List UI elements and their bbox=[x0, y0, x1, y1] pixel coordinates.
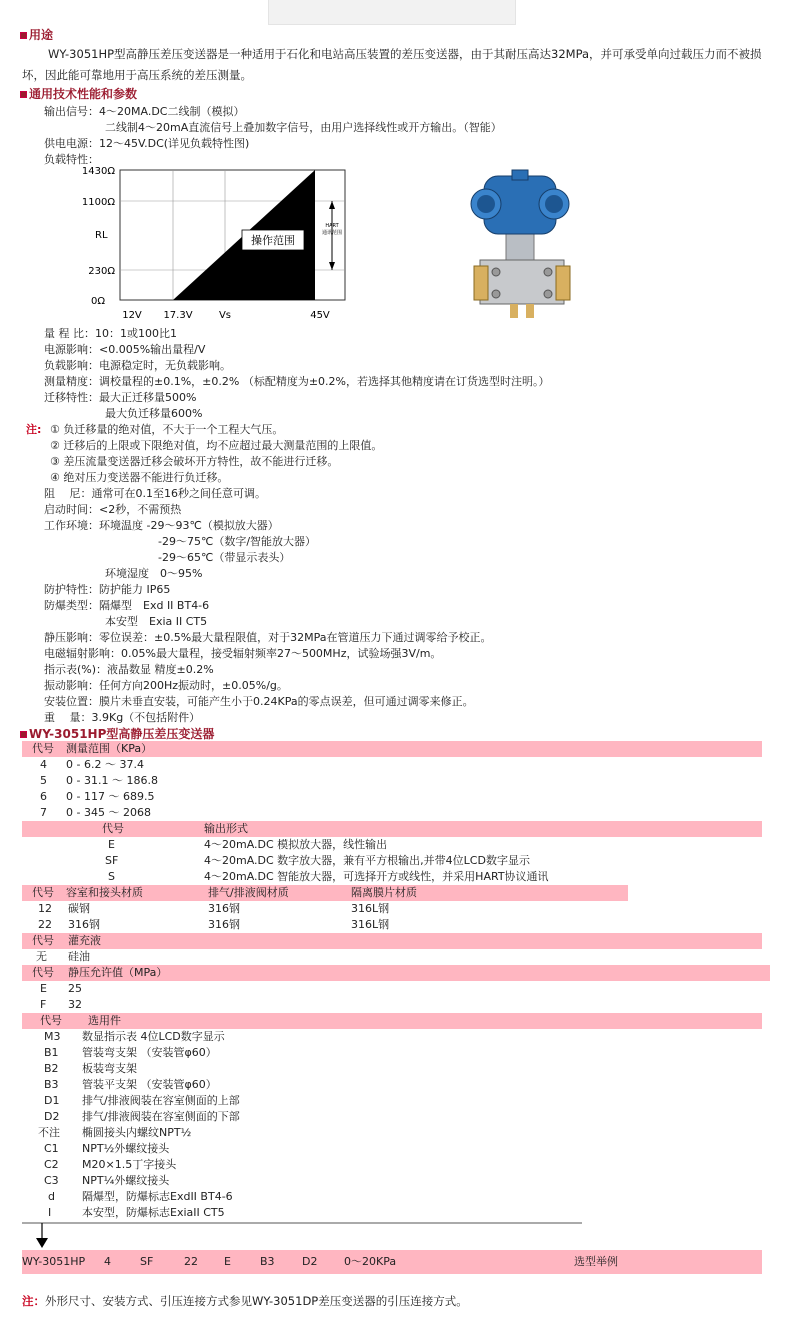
device-flange-right bbox=[556, 266, 570, 300]
y-tick-0: 0Ω bbox=[90, 296, 105, 307]
example-option-b: B3 bbox=[260, 1255, 275, 1268]
range-header-code: 代号 bbox=[32, 742, 54, 755]
x-tick-12v: 12V bbox=[122, 310, 142, 321]
spec-env-temp: 工作环境：环境温度 -29～93℃（模拟放大器） bbox=[44, 519, 279, 532]
spec-env-temp-2: -29～75℃（数字/智能放大器） bbox=[158, 535, 317, 548]
spec-protection: 防护特性：防护能力 IP65 bbox=[44, 583, 171, 596]
device-top-port bbox=[512, 170, 528, 180]
usage-paragraph: WY-3051HP型高静压差压变送器是一种适用于石化和电站高压装置的差压变送器，由于其耐压高达32MPa，并可承受单向过载压力而不被损坏，因此能可靠地用于高压系统的差压测量。 bbox=[22, 47, 762, 82]
spec-power: 供电电源：12～45V.DC(详见负载特性图) bbox=[44, 137, 250, 150]
note-item: ① 负迁移量的绝对值，不大于一个工程大气压。 bbox=[50, 423, 284, 436]
spec-startup: 启动时间：<2秒，不需预热 bbox=[44, 503, 182, 516]
bullet-icon bbox=[20, 32, 27, 39]
usage-heading: 用途 bbox=[20, 26, 53, 43]
spec-damping: 阻 尼：通常可在0.1至16秒之间任意可调。 bbox=[44, 487, 266, 500]
note-item: ② 迁移后的上限或下限绝对值，均不应超过最大测量范围的上限值。 bbox=[50, 439, 383, 452]
footer-note-text: 外形尺寸、安装方式、引压连接方式参见WY-3051DP差压变送器的引压连接方式。 bbox=[45, 1294, 468, 1308]
example-range: 4 bbox=[104, 1255, 111, 1268]
spec-output-1: 输出信号：4～20MA.DC二线制（模拟） bbox=[44, 105, 245, 118]
spec-intrinsic: 本安型 Exia II CT5 bbox=[105, 615, 208, 628]
device-cap-right-inner bbox=[545, 195, 563, 213]
output-table-header bbox=[22, 821, 762, 837]
spec-mounting: 安装位置：膜片未垂直安装，可能产生小于0.24KPa的零点误差，但可通过调零来修正。 bbox=[44, 695, 474, 708]
x-tick-17v: 17.3V bbox=[163, 310, 193, 321]
example-static: E bbox=[224, 1255, 231, 1268]
device-flange bbox=[480, 260, 564, 304]
device-flange-left bbox=[474, 266, 488, 300]
hart-label-2: 通讯范围 bbox=[321, 230, 343, 236]
spec-emc: 电磁辐射影响：0.05%最大量程，接受辐射频率27～500MHz，试验场强3V/m。 bbox=[44, 647, 442, 660]
notes-label: 注: bbox=[26, 423, 42, 436]
top-banner bbox=[268, 0, 516, 25]
spec-migration: 迁移特性：最大正迁移量500% bbox=[44, 391, 197, 404]
bullet-icon bbox=[20, 731, 27, 738]
footer-note-label: 注： bbox=[22, 1294, 45, 1308]
bullet-icon bbox=[20, 91, 27, 98]
spec-env-temp-3: -29～65℃（带显示表头） bbox=[158, 551, 291, 564]
fill-table-header bbox=[22, 933, 762, 949]
rl-label: RL bbox=[95, 230, 108, 241]
spec-migration-neg: 最大负迁移量600% bbox=[105, 407, 203, 420]
example-material: 22 bbox=[184, 1255, 198, 1268]
note-item: ③ 差压流量变送器迁移会破坏开方特性，故不能进行迁移。 bbox=[50, 455, 339, 468]
example-label: 选型举例 bbox=[574, 1255, 618, 1268]
hart-label-1: HART bbox=[325, 223, 339, 229]
specs-heading: 通用技术性能和参数 bbox=[20, 85, 137, 102]
spec-indicator: 指示表(%)：液晶数显 精度±0.2% bbox=[44, 663, 214, 676]
spec-explosion: 防爆类型：隔爆型 Exd II BT4-6 bbox=[44, 599, 210, 612]
device-cap-left-inner bbox=[477, 195, 495, 213]
spec-output-2: 二线制4～20mA直流信号上叠加数字信号，由用户选择线性或开方输出。（智能） bbox=[105, 121, 502, 134]
spec-load: 负载特性： bbox=[44, 153, 99, 166]
load-chart bbox=[70, 160, 360, 325]
spec-range-ratio: 量 程 比：10：1或100比1 bbox=[44, 327, 177, 340]
arrow-down-icon bbox=[36, 1238, 48, 1248]
options-table-header bbox=[22, 1013, 762, 1029]
x-tick-45v: 45V bbox=[310, 310, 330, 321]
y-tick-230: 230Ω bbox=[88, 266, 115, 277]
range-header-range: 测量范围（KPa） bbox=[66, 742, 153, 755]
note-item: ④ 绝对压力变送器不能进行负迁移。 bbox=[50, 471, 229, 484]
region-label: 操作范围 bbox=[251, 234, 295, 247]
y-tick-1100: 1100Ω bbox=[81, 197, 115, 208]
example-model: WY-3051HP bbox=[22, 1255, 86, 1268]
selection-arrow bbox=[22, 1220, 582, 1250]
spec-power-effect: 电源影响：<0.005%输出量程/V bbox=[44, 343, 206, 356]
example-span: 0～20KPa bbox=[344, 1255, 397, 1268]
spec-static-effect: 静压影响：零位误差：±0.5%最大量程限值，对于32MPa在管道压力下通过调零给予校正。 bbox=[44, 631, 492, 644]
y-tick-1430: 1430Ω bbox=[81, 166, 115, 177]
footer-note bbox=[22, 1293, 468, 1309]
example-output: SF bbox=[140, 1255, 154, 1268]
spec-vibration: 振动影响：任何方向200Hz振动时，±0.05%/g。 bbox=[44, 679, 288, 692]
example-option-d: D2 bbox=[302, 1255, 318, 1268]
spec-accuracy: 测量精度：调校量程的±0.1%，±0.2% （标配精度为±0.2%，若选择其他精度请在订货选型时注明。） bbox=[44, 375, 550, 388]
spec-humidity: 环境湿度 0～95% bbox=[105, 567, 203, 580]
spec-load-effect: 负载影响：电源稳定时，无负载影响。 bbox=[44, 359, 231, 372]
model-heading: WY-3051HP型高静压差压变送器 bbox=[20, 725, 214, 742]
transmitter-photo bbox=[466, 166, 578, 322]
x-tick-vs: Vs bbox=[218, 310, 232, 321]
spec-weight: 重 量：3.9Kg（不包括附件） bbox=[44, 711, 201, 724]
